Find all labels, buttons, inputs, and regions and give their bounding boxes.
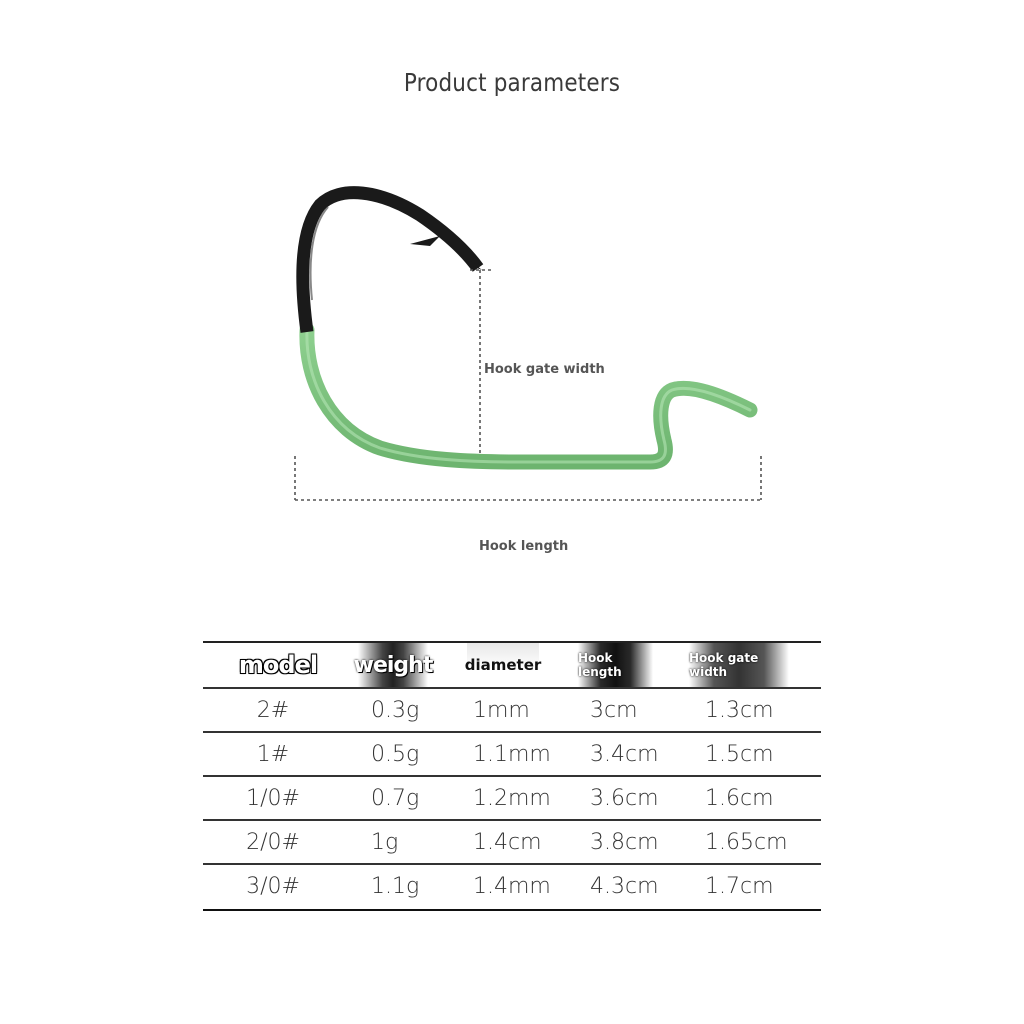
- cell-model: 1#: [256, 741, 290, 767]
- cell-gate-width: 1.5cm: [705, 741, 774, 767]
- header-diameter: diameter: [467, 643, 539, 687]
- cell-hook-length: 4.3cm: [590, 873, 659, 899]
- table-row: [203, 777, 821, 821]
- cell-gate-width: 1.7cm: [705, 873, 774, 899]
- hook-length-label: Hook length: [479, 539, 569, 554]
- cell-hook-length: 3.6cm: [590, 785, 659, 811]
- cell-model: 3/0#: [246, 873, 300, 899]
- hook-barb: [410, 236, 440, 246]
- cell-diameter: 1mm: [473, 697, 530, 723]
- cell-weight: 0.5g: [371, 741, 420, 767]
- cell-hook-length: 3cm: [590, 697, 638, 723]
- header-hook-gate-width: Hook gate width: [689, 643, 789, 687]
- header-hook-length: Hook length: [578, 643, 653, 687]
- cell-diameter: 1.4cm: [473, 829, 542, 855]
- cell-gate-width: 1.3cm: [705, 697, 774, 723]
- header-weight: weight: [358, 643, 428, 687]
- cell-hook-length: 3.4cm: [590, 741, 659, 767]
- cell-weight: 1g: [371, 829, 399, 855]
- table-row: [203, 733, 821, 777]
- hook-shank-green: [307, 330, 750, 462]
- cell-model: 2#: [256, 697, 290, 723]
- cell-diameter: 1.1mm: [473, 741, 551, 767]
- gate-width-label: Hook gate width: [484, 362, 605, 377]
- cell-gate-width: 1.65cm: [705, 829, 788, 855]
- cell-gate-width: 1.6cm: [705, 785, 774, 811]
- cell-weight: 1.1g: [371, 873, 420, 899]
- table-row: [203, 821, 821, 865]
- cell-weight: 0.7g: [371, 785, 420, 811]
- cell-model: 1/0#: [246, 785, 300, 811]
- cell-hook-length: 3.8cm: [590, 829, 659, 855]
- table-row: [203, 689, 821, 733]
- page-title: Product parameters: [403, 68, 621, 97]
- header-model: model: [238, 651, 318, 679]
- cell-diameter: 1.4mm: [473, 873, 551, 899]
- hook-bend-black: [303, 193, 478, 332]
- table-row: [203, 865, 821, 911]
- cell-weight: 0.3g: [371, 697, 420, 723]
- cell-model: 2/0#: [246, 829, 300, 855]
- cell-diameter: 1.2mm: [473, 785, 551, 811]
- table-header: [203, 643, 821, 689]
- spec-table: [203, 641, 821, 911]
